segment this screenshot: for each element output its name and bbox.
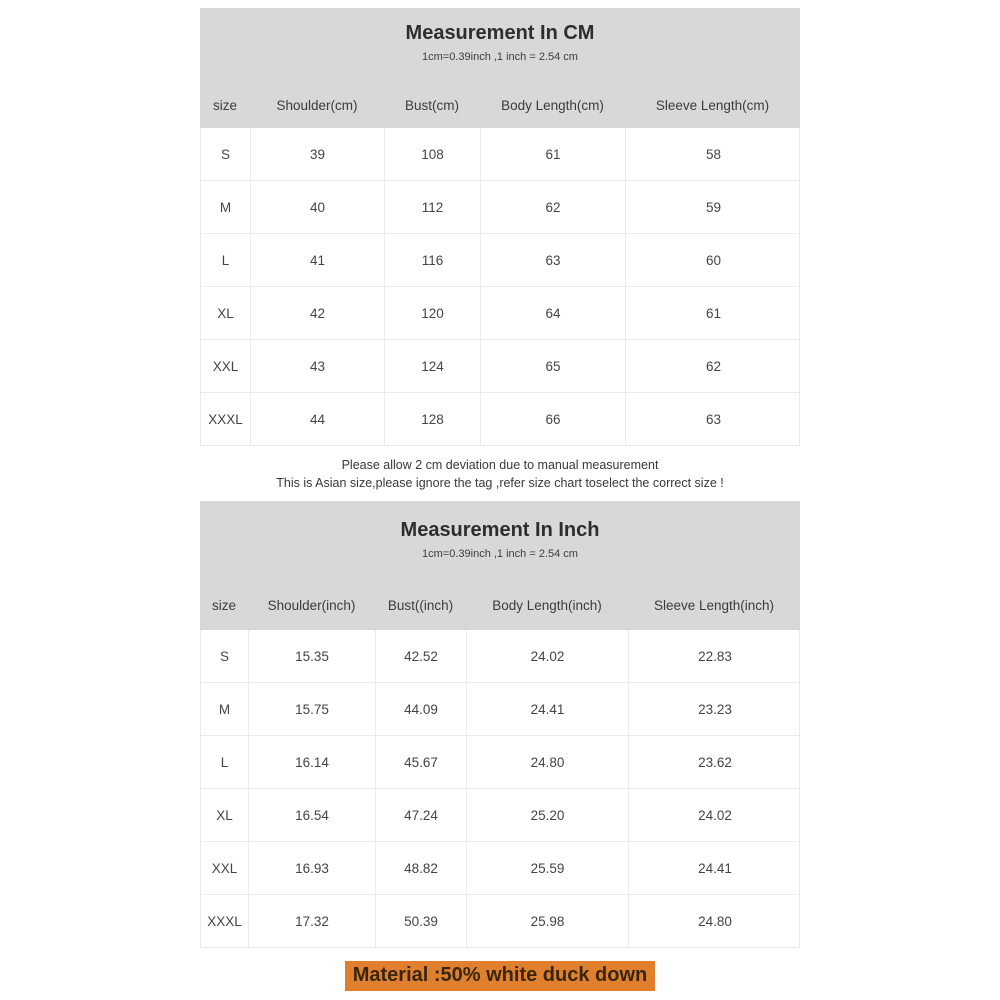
value-cell: 45.67 <box>376 736 467 788</box>
value-cell: 48.82 <box>376 842 467 894</box>
value-cell: 41 <box>251 234 385 286</box>
table-row <box>201 287 799 340</box>
value-cell: 61 <box>481 128 626 180</box>
value-cell: 60 <box>705 252 722 268</box>
size-cell: S <box>201 128 251 180</box>
value-cell: 16.14 <box>249 736 376 788</box>
inch-subtitle: 1cm=0.39inch ,1 inch = 2.54 cm <box>422 548 578 560</box>
note-line-1: Please allow 2 cm deviation due to manual measurement <box>341 458 659 472</box>
size-cell: XL <box>201 789 249 841</box>
value-cell: 25.20 <box>467 789 629 841</box>
size-cell: M <box>201 181 251 233</box>
value-cell: 50.39 <box>376 895 467 947</box>
cm-column-header-bust: Bust(cm) <box>405 97 459 113</box>
value-cell: 63 <box>481 234 626 286</box>
table-row <box>201 630 799 683</box>
cm-column-header-body-length: Body Length(cm) <box>501 97 604 113</box>
value-cell: 24.02 <box>467 630 629 682</box>
inch-table-body <box>200 630 800 948</box>
value-cell: 108 <box>385 128 481 180</box>
value-cell: 17.32 <box>249 895 376 947</box>
inch-header-band <box>200 501 800 630</box>
value-cell: 58 <box>705 146 722 162</box>
value-cell: 24.41 <box>467 683 629 735</box>
value-cell: 128 <box>385 393 481 445</box>
value-cell: 64 <box>481 287 626 339</box>
table-row <box>201 842 799 895</box>
table-row <box>201 181 799 234</box>
value-cell: 62 <box>481 181 626 233</box>
cm-column-header-size: size <box>212 97 237 113</box>
value-cell: 66 <box>481 393 626 445</box>
size-cell: S <box>201 630 249 682</box>
inch-column-header-bust: Bust((inch) <box>387 597 454 613</box>
material-line <box>200 961 800 991</box>
table-row <box>201 393 799 445</box>
value-cell: 15.35 <box>249 630 376 682</box>
value-cell: 24.80 <box>467 736 629 788</box>
size-cell: XL <box>201 287 251 339</box>
note-line-2: This is Asian size,please ignore the tag ,refer size chart toselect the correct size ! <box>276 476 724 490</box>
size-cell: XXL <box>201 340 251 392</box>
inch-column-header-shoulder: Shoulder(inch) <box>267 597 356 613</box>
size-cell: XXXL <box>201 895 249 947</box>
value-cell: 39 <box>251 128 385 180</box>
value-cell: 16.54 <box>249 789 376 841</box>
value-cell: 15.75 <box>249 683 376 735</box>
value-cell: 23.62 <box>698 754 732 770</box>
cm-table-body <box>200 128 800 446</box>
size-cell: L <box>201 234 251 286</box>
value-cell: 44 <box>251 393 385 445</box>
cm-subtitle: 1cm=0.39inch ,1 inch = 2.54 cm <box>422 51 578 63</box>
value-cell: 24.02 <box>698 807 732 823</box>
table-row <box>201 340 799 393</box>
size-chart-sheet <box>200 8 800 991</box>
value-cell: 59 <box>705 199 722 215</box>
value-cell: 16.93 <box>249 842 376 894</box>
value-cell: 120 <box>385 287 481 339</box>
value-cell: 42 <box>251 287 385 339</box>
table-row <box>201 736 799 789</box>
size-cell: M <box>201 683 249 735</box>
value-cell: 22.83 <box>698 648 732 664</box>
table-row <box>201 683 799 736</box>
cm-header-band <box>200 8 800 128</box>
inch-column-header-body-length: Body Length(inch) <box>492 597 602 613</box>
value-cell: 62 <box>705 358 722 374</box>
inch-title: Measurement In Inch <box>400 519 600 541</box>
cm-column-header-shoulder: Shoulder(cm) <box>276 97 358 113</box>
size-cell: XXL <box>201 842 249 894</box>
value-cell: 63 <box>705 411 722 427</box>
value-cell: 44.09 <box>376 683 467 735</box>
value-cell: 40 <box>251 181 385 233</box>
cm-column-headers <box>200 82 800 128</box>
value-cell: 23.23 <box>698 701 732 717</box>
table-row <box>201 789 799 842</box>
value-cell: 43 <box>251 340 385 392</box>
material-highlight: Material :50% white duck down <box>345 961 656 991</box>
value-cell: 116 <box>385 234 481 286</box>
inch-column-header-size: size <box>211 597 236 613</box>
size-cell: L <box>201 736 249 788</box>
value-cell: 112 <box>385 181 481 233</box>
measurement-notes <box>200 446 800 501</box>
value-cell: 25.59 <box>467 842 629 894</box>
value-cell: 24.80 <box>698 913 732 929</box>
size-cell: XXXL <box>201 393 251 445</box>
table-row <box>201 895 799 947</box>
value-cell: 61 <box>705 305 722 321</box>
value-cell: 24.41 <box>698 860 732 876</box>
cm-title: Measurement In CM <box>405 22 595 44</box>
value-cell: 25.98 <box>467 895 629 947</box>
value-cell: 65 <box>481 340 626 392</box>
value-cell: 42.52 <box>376 630 467 682</box>
table-row <box>201 234 799 287</box>
inch-column-headers <box>200 580 800 630</box>
cm-column-header-sleeve-length: Sleeve Length(cm) <box>655 97 770 113</box>
inch-column-header-sleeve-length: Sleeve Length(inch) <box>653 597 775 613</box>
value-cell: 124 <box>385 340 481 392</box>
value-cell: 47.24 <box>376 789 467 841</box>
table-row <box>201 128 799 181</box>
